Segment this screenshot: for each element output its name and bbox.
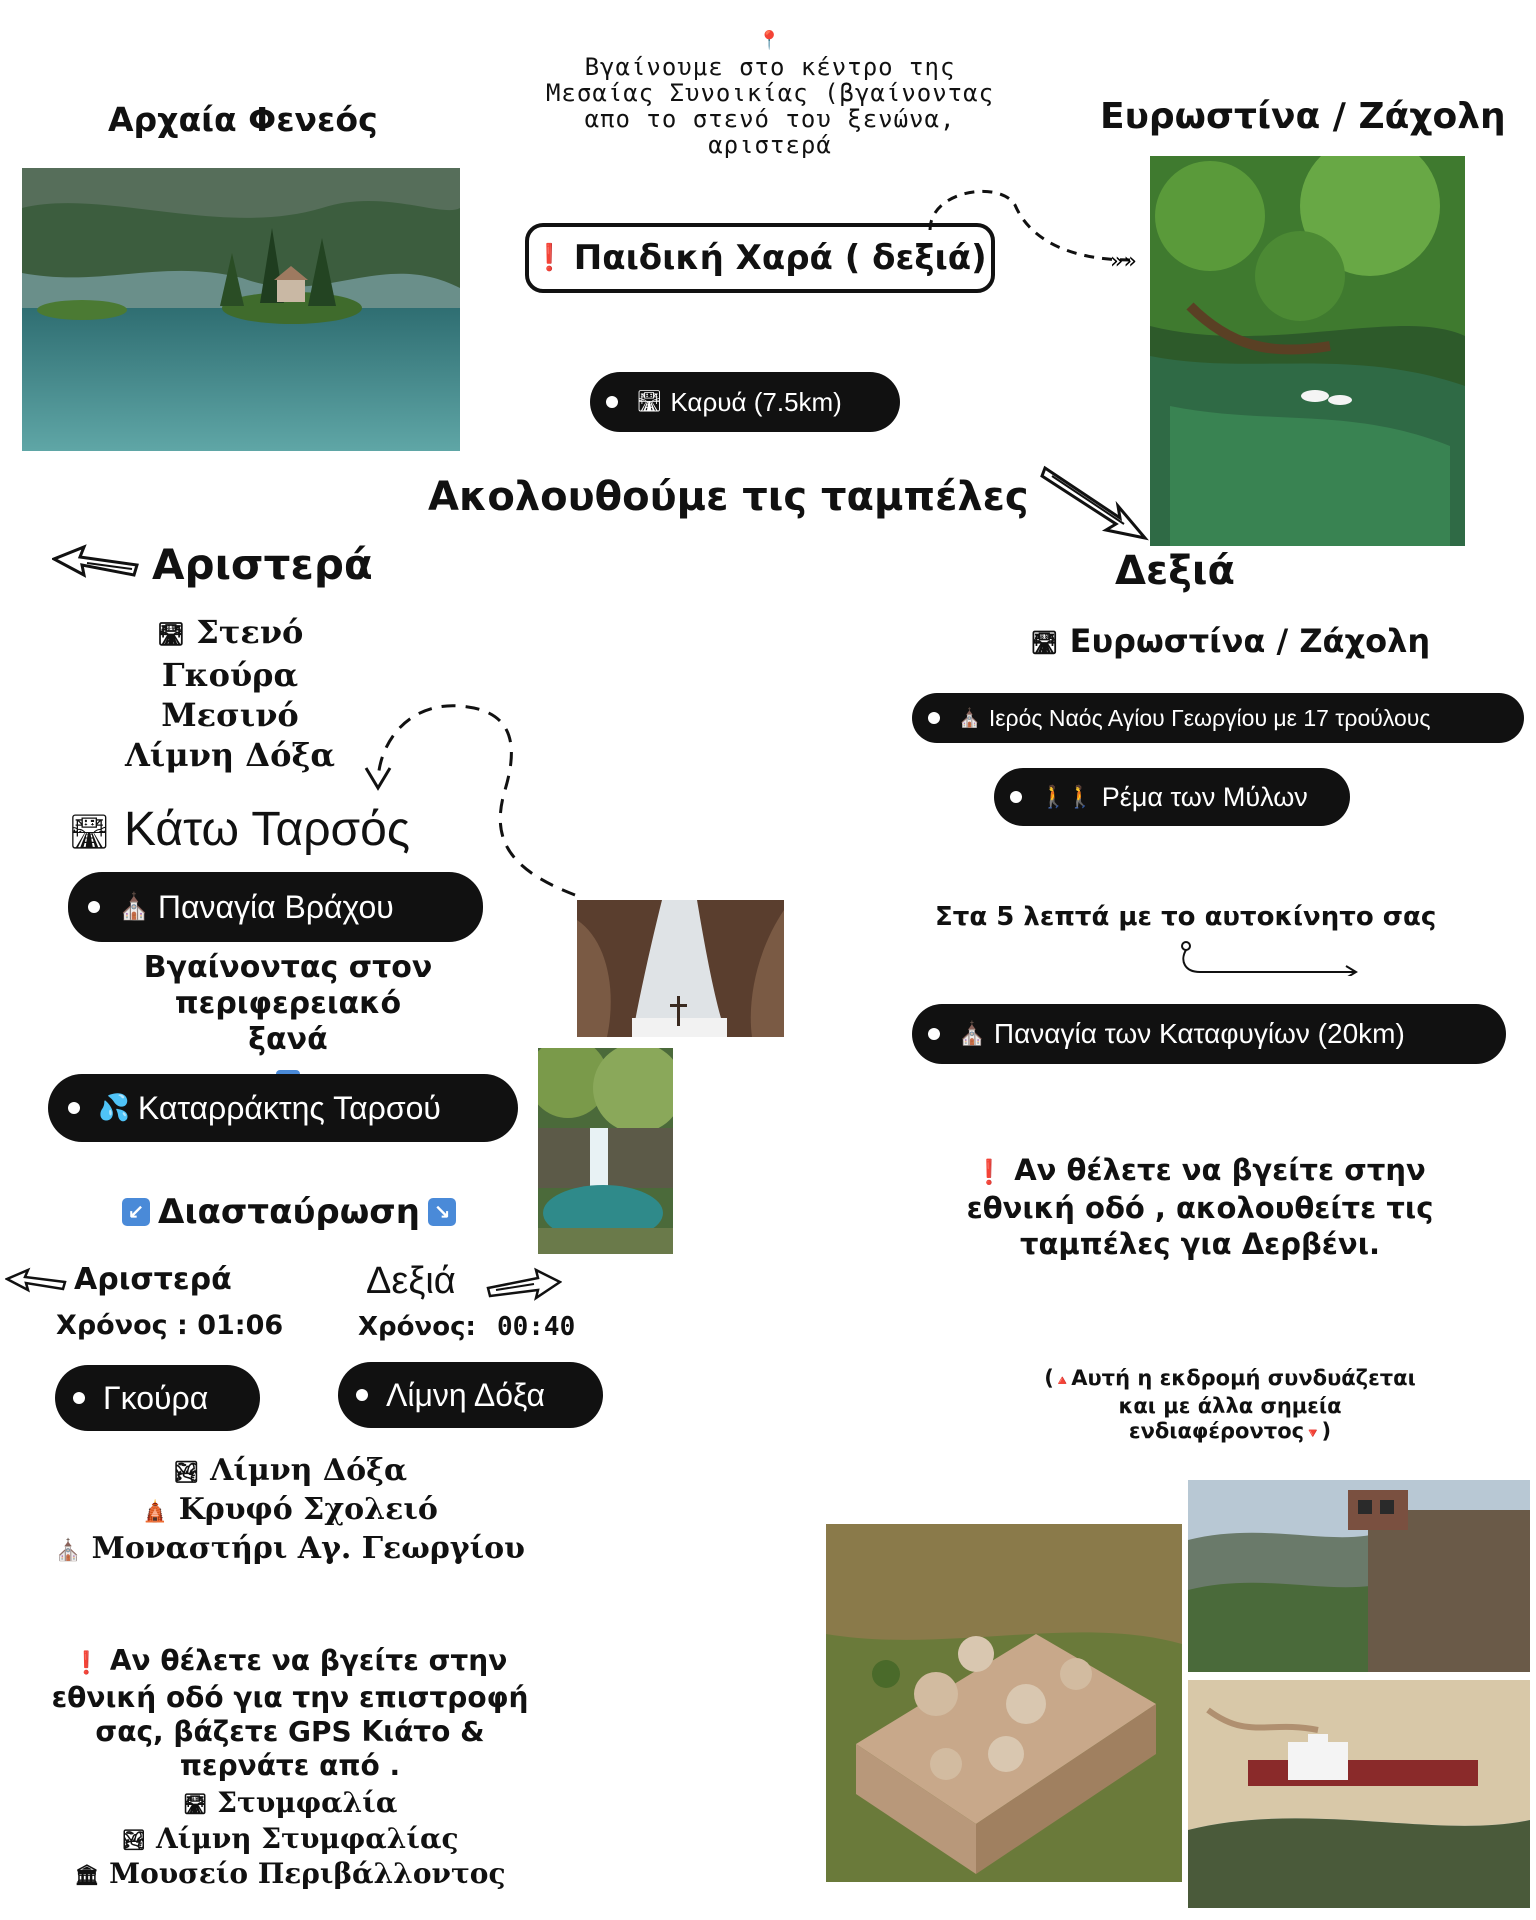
ancient-feneos-title: Αρχαία Φενεός [108, 100, 378, 139]
right-option-direction: Δεξιά [366, 1260, 456, 1302]
route-stop: Γκούρα [161, 655, 299, 694]
note-line: περνάτε από . [179, 1749, 401, 1782]
time-value: 00:40 [496, 1312, 576, 1342]
kato-tarsos-label: Κάτω Ταρσός [123, 803, 410, 856]
agios-georgios-pill[interactable] [912, 693, 1524, 743]
left-direction-label: Αριστερά [152, 540, 373, 589]
dashed-loop-arrow [360, 700, 580, 900]
left-option-time: Χρόνος : 01:06 [56, 1310, 284, 1341]
note-line: εθνική οδό , ακολουθείτε τις [966, 1191, 1434, 1225]
intro-line: αριστερά [708, 131, 832, 159]
cave-chapel-photo [577, 900, 784, 1037]
return-sights-list [40, 1786, 540, 1893]
left-national-road-note [40, 1644, 540, 1783]
panagia-vrachou-label: Παναγία Βράχου [157, 888, 394, 925]
walking-icon: 🚶🚶 [1040, 784, 1094, 809]
church-icon: ⛪ [118, 893, 150, 921]
right-route-heading [1030, 622, 1430, 660]
right-route-label: Ευρωστίνα / Ζάχολη [1069, 622, 1431, 660]
combo-line: και με άλλα σημεία [1118, 1394, 1342, 1418]
follow-signs-heading: Ακολουθούμε τις ταμπέλες [428, 474, 1029, 520]
sight-label: Μοναστήρι Αγ. Γεωργίου [91, 1531, 525, 1566]
note-line: Αν θέλετε να βγείτε στην [109, 1644, 508, 1677]
sight-label: Μουσείο Περιβάλλοντος [109, 1857, 506, 1890]
note-line: εθνική οδό για την επιστροφή [51, 1681, 529, 1714]
sight-label: Στυμφαλία [217, 1786, 398, 1819]
tarsos-waterfall-pill[interactable] [48, 1074, 518, 1142]
right-option-time [358, 1312, 575, 1342]
alert-icon: ❗ [533, 243, 566, 273]
route-stop: Μεσινό [161, 695, 299, 734]
sight-label: Κρυφό Σχολειό [178, 1492, 438, 1527]
alert-icon: ❗ [974, 1158, 1005, 1186]
five-minutes-text: Στα 5 λεπτά με το αυτοκίνητο σας [935, 902, 1437, 932]
arrow-left-icon [52, 535, 142, 585]
bullet-dot [1010, 791, 1022, 803]
gkoura-pill[interactable] [55, 1365, 260, 1431]
road-icon: 🛣 [182, 1792, 208, 1816]
left-option-direction: Αριστερά [74, 1262, 232, 1297]
intro-block [520, 28, 1020, 158]
agios-georgios-label: Ιερός Ναός Αγίου Γεωργίου με 17 τρούλους [988, 704, 1431, 731]
bullet-dot [73, 1392, 85, 1404]
road-icon: 🛣 [1030, 630, 1059, 656]
right-direction-label: Δεξιά [1115, 548, 1235, 594]
arrow-down-left-icon: ↙ [122, 1198, 150, 1226]
evrostina-stream-photo [1150, 156, 1465, 546]
sight-label: Λίμνη Στυμφαλίας [156, 1821, 459, 1855]
bullet-dot [68, 1102, 80, 1114]
intro-line: Μεσαίας Συνοικίας (βγαίνοντας [545, 79, 995, 107]
exit-ring-line: Βγαίνοντας στον περιφερειακό [143, 950, 433, 1021]
church-icon: ⛪ [55, 1537, 82, 1562]
paren-open: ( [1044, 1366, 1054, 1390]
panagia-katafygion-label: Παναγία των Καταφυγίων (20km) [993, 1018, 1405, 1049]
arrow-left-icon [5, 1262, 67, 1296]
note-line: ταμπέλες για Δερβένι. [1019, 1227, 1381, 1261]
karya-label: Καρυά (7.5km) [670, 386, 842, 417]
crossroad-label: Διασταύρωση [158, 1192, 420, 1232]
intro-line: απο το στενό του ξενώνα, [584, 105, 956, 133]
arrow-down-right-icon: ↘ [428, 1198, 456, 1226]
svg-text:»»: »» [1110, 249, 1137, 270]
route-stop: Στενό [196, 613, 304, 651]
rock-monastery-photo [1188, 1680, 1530, 1908]
evrostina-zacholi-title: Ευρωστίνα / Ζάχολη [1100, 96, 1506, 137]
feneos-lake-photo [22, 168, 460, 451]
church-icon: ⛪ [958, 1021, 986, 1046]
waterfall-photo [538, 1048, 673, 1254]
church-icon: ⛪ [958, 707, 981, 728]
bullet-dot [88, 901, 100, 913]
arrow-right-icon [486, 1266, 562, 1302]
sight-label: Λίμνη Δόξα [210, 1453, 408, 1488]
tarsos-waterfall-label: Καταρράκτης Ταρσού [137, 1089, 441, 1126]
hooked-arrow-right-icon [1170, 940, 1360, 976]
triangle-down-icon: 🔻 [1304, 1426, 1322, 1442]
lake-icon: 🏞 [172, 1459, 200, 1484]
museum-icon: 🏛 [74, 1863, 100, 1887]
road-icon: 🛣 [636, 390, 663, 413]
rema-mylon-pill[interactable] [994, 768, 1350, 826]
panagia-katafygion-pill[interactable] [912, 1004, 1506, 1064]
combo-note [1010, 1366, 1450, 1447]
limni-doxa-pill[interactable] [338, 1362, 603, 1428]
monastery-aerial-photo [826, 1524, 1182, 1882]
combo-line: Αυτή η εκδρομή συνδυάζεται [1071, 1366, 1416, 1390]
limni-doxa-label: Λίμνη Δόξα [386, 1376, 545, 1413]
bullet-dot [928, 712, 940, 724]
combo-line: ενδιαφέροντος [1128, 1419, 1305, 1443]
road-icon: 🛣 [156, 621, 186, 648]
playground-label: Παιδική Χαρά ( δεξιά) [573, 238, 987, 278]
arrow-down-right-icon [1040, 458, 1150, 548]
paren-close: ) [1321, 1419, 1332, 1443]
droplets-icon: 💦 [98, 1094, 130, 1122]
lake-icon: 🏞 [121, 1828, 147, 1851]
kato-tarsos-heading [68, 802, 410, 857]
exit-ring-line: ξανά [248, 1022, 328, 1057]
bullet-dot [606, 396, 618, 408]
bullet-dot [356, 1389, 368, 1401]
alert-icon: ❗ [72, 1651, 101, 1676]
exit-ring-text [28, 950, 548, 1094]
right-national-road-note [930, 1152, 1470, 1262]
karya-pill[interactable] [590, 372, 900, 432]
panagia-vrachou-pill[interactable] [68, 872, 483, 942]
rema-mylon-label: Ρέμα των Μύλων [1101, 781, 1308, 812]
cliff-monastery-photo [1188, 1480, 1530, 1672]
pin-icon: 📍 [758, 30, 782, 51]
left-sights-list [40, 1452, 540, 1569]
left-route-list [90, 612, 370, 775]
time-label: Χρόνος: [358, 1312, 476, 1342]
crossroad-heading [122, 1192, 456, 1232]
dashed-arrow-to-evrostina [920, 180, 1150, 270]
note-line: Αν θέλετε να βγείτε στην [1014, 1153, 1426, 1187]
bullet-dot [928, 1028, 940, 1040]
school-icon: 🛕 [142, 1498, 169, 1523]
intro-line: Βγαίνουμε στο κέντρο της [584, 53, 956, 81]
gkoura-label: Γκούρα [103, 1379, 209, 1416]
triangle-up-icon: 🔺 [1053, 1373, 1072, 1389]
route-stop: Λίμνη Δόξα [124, 735, 336, 774]
road-icon: 🛣 [68, 813, 111, 851]
note-line: σας, βάζετε GPS Κιάτο & [95, 1715, 485, 1748]
